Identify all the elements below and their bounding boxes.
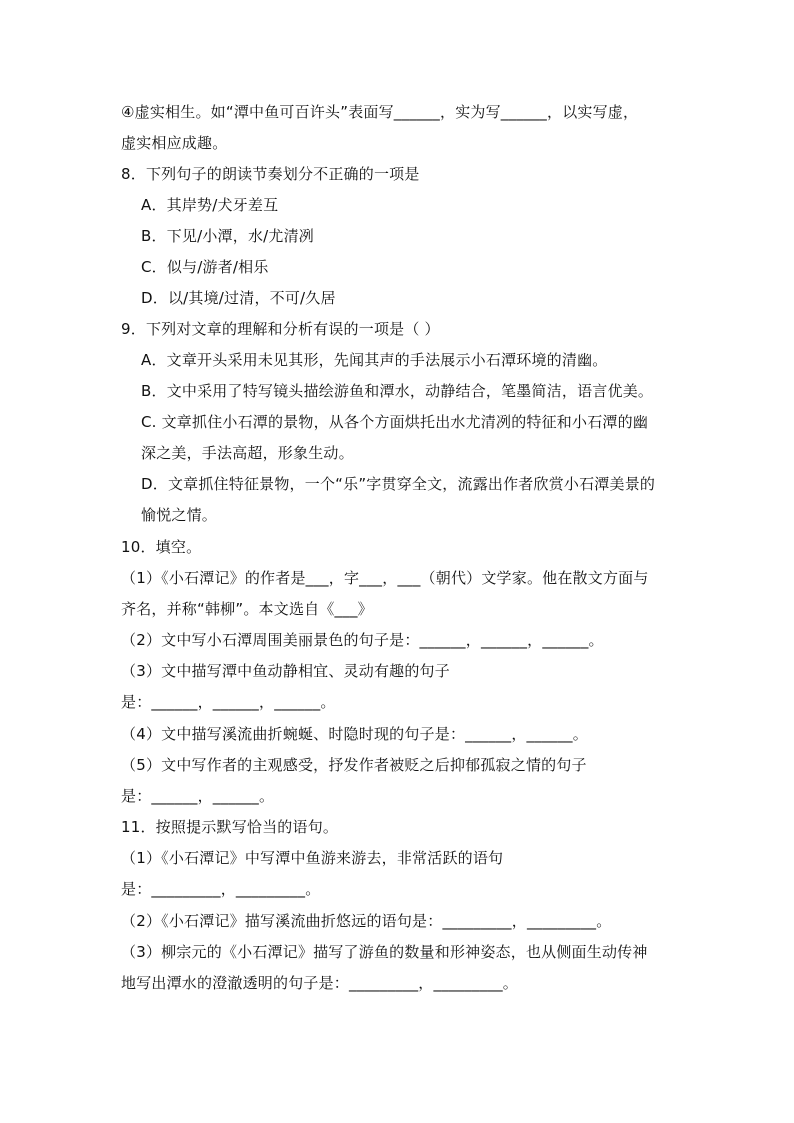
- q7-item4-line1: ④虚实相生。如“潭中鱼可百许头”表面写______，实为写______，以实写虚，: [121, 103, 639, 121]
- q10-part2: （2）文中写小石潭周围美丽景色的句子是：______，______，______。: [121, 631, 604, 649]
- q11-part3-line1: （3）柳宗元的《小石潭记》描写了游鱼的数量和形神姿态，也从侧面生动传神: [121, 943, 648, 961]
- q8-option-a: A．其岸势/犬牙差互: [141, 196, 279, 214]
- q9-option-c-line1: C. 文章抓住小石潭的景物，从各个方面烘托出水尤清冽的特征和小石潭的幽: [141, 413, 649, 431]
- q9-stem: 9．下列对文章的理解和分析有误的一项是（ ）: [121, 320, 440, 338]
- q8-option-c: C．似与/游者/相乐: [141, 258, 269, 276]
- q9-option-d-line1: D．文章抓住特征景物，一个“乐”字贯穿全文，流露出作者欣赏小石潭美景的: [141, 475, 656, 493]
- q10-part5-line2: 是：______，______。: [121, 787, 275, 805]
- q11-part1-line2: 是：_________，_________。: [121, 880, 321, 898]
- q8-option-b: B．下见/小潭，水/尤清冽: [141, 227, 314, 245]
- q10-part5-line1: （5）文中写作者的主观感受，抒发作者被贬之后抑郁孤寂之情的句子: [121, 756, 587, 774]
- q10-part1-line1: （1）《小石潭记》的作者是___，字___，___（朝代）文学家。他在散文方面与: [121, 569, 649, 587]
- q10-part1-line2: 齐名，并称“韩柳”。本文选自《___》: [121, 600, 373, 618]
- q9-option-b: B．文中采用了特写镜头描绘游鱼和潭水，动静结合，笔墨简洁，语言优美。: [141, 382, 654, 400]
- q8-stem: 8．下列句子的朗读节奏划分不正确的一项是: [121, 165, 420, 183]
- q7-item4-line2: 虚实相应成趣。: [121, 134, 228, 152]
- q11-stem: 11．按照提示默写恰当的语句。: [121, 818, 339, 836]
- q11-part2: （2）《小石潭记》描写溪流曲折悠远的语句是：_________，_________。: [121, 912, 612, 930]
- q9-option-c-line2: 深之美，手法高超，形象生动。: [141, 444, 354, 462]
- q11-part1-line1: （1）《小石潭记》中写潭中鱼游来游去，非常活跃的语句: [121, 849, 504, 867]
- q9-option-a: A．文章开头采用未见其形，先闻其声的手法展示小石潭环境的清幽。: [141, 351, 608, 369]
- q11-part3-line2: 地写出潭水的澄澈透明的句子是：_________，_________。: [121, 974, 519, 992]
- q9-option-d-line2: 愉悦之情。: [141, 506, 218, 524]
- q10-part3-line2: 是：______，______，______。: [121, 693, 336, 711]
- q10-stem: 10．填空。: [121, 538, 202, 556]
- q8-option-d: D．以/其境/过清，不可/久居: [141, 289, 336, 307]
- q10-part4: （4）文中描写溪流曲折蜿蜒、时隐时现的句子是：______，______。: [121, 725, 588, 743]
- q10-part3-line1: （3）文中描写潭中鱼动静相宜、灵动有趣的句子: [121, 662, 450, 680]
